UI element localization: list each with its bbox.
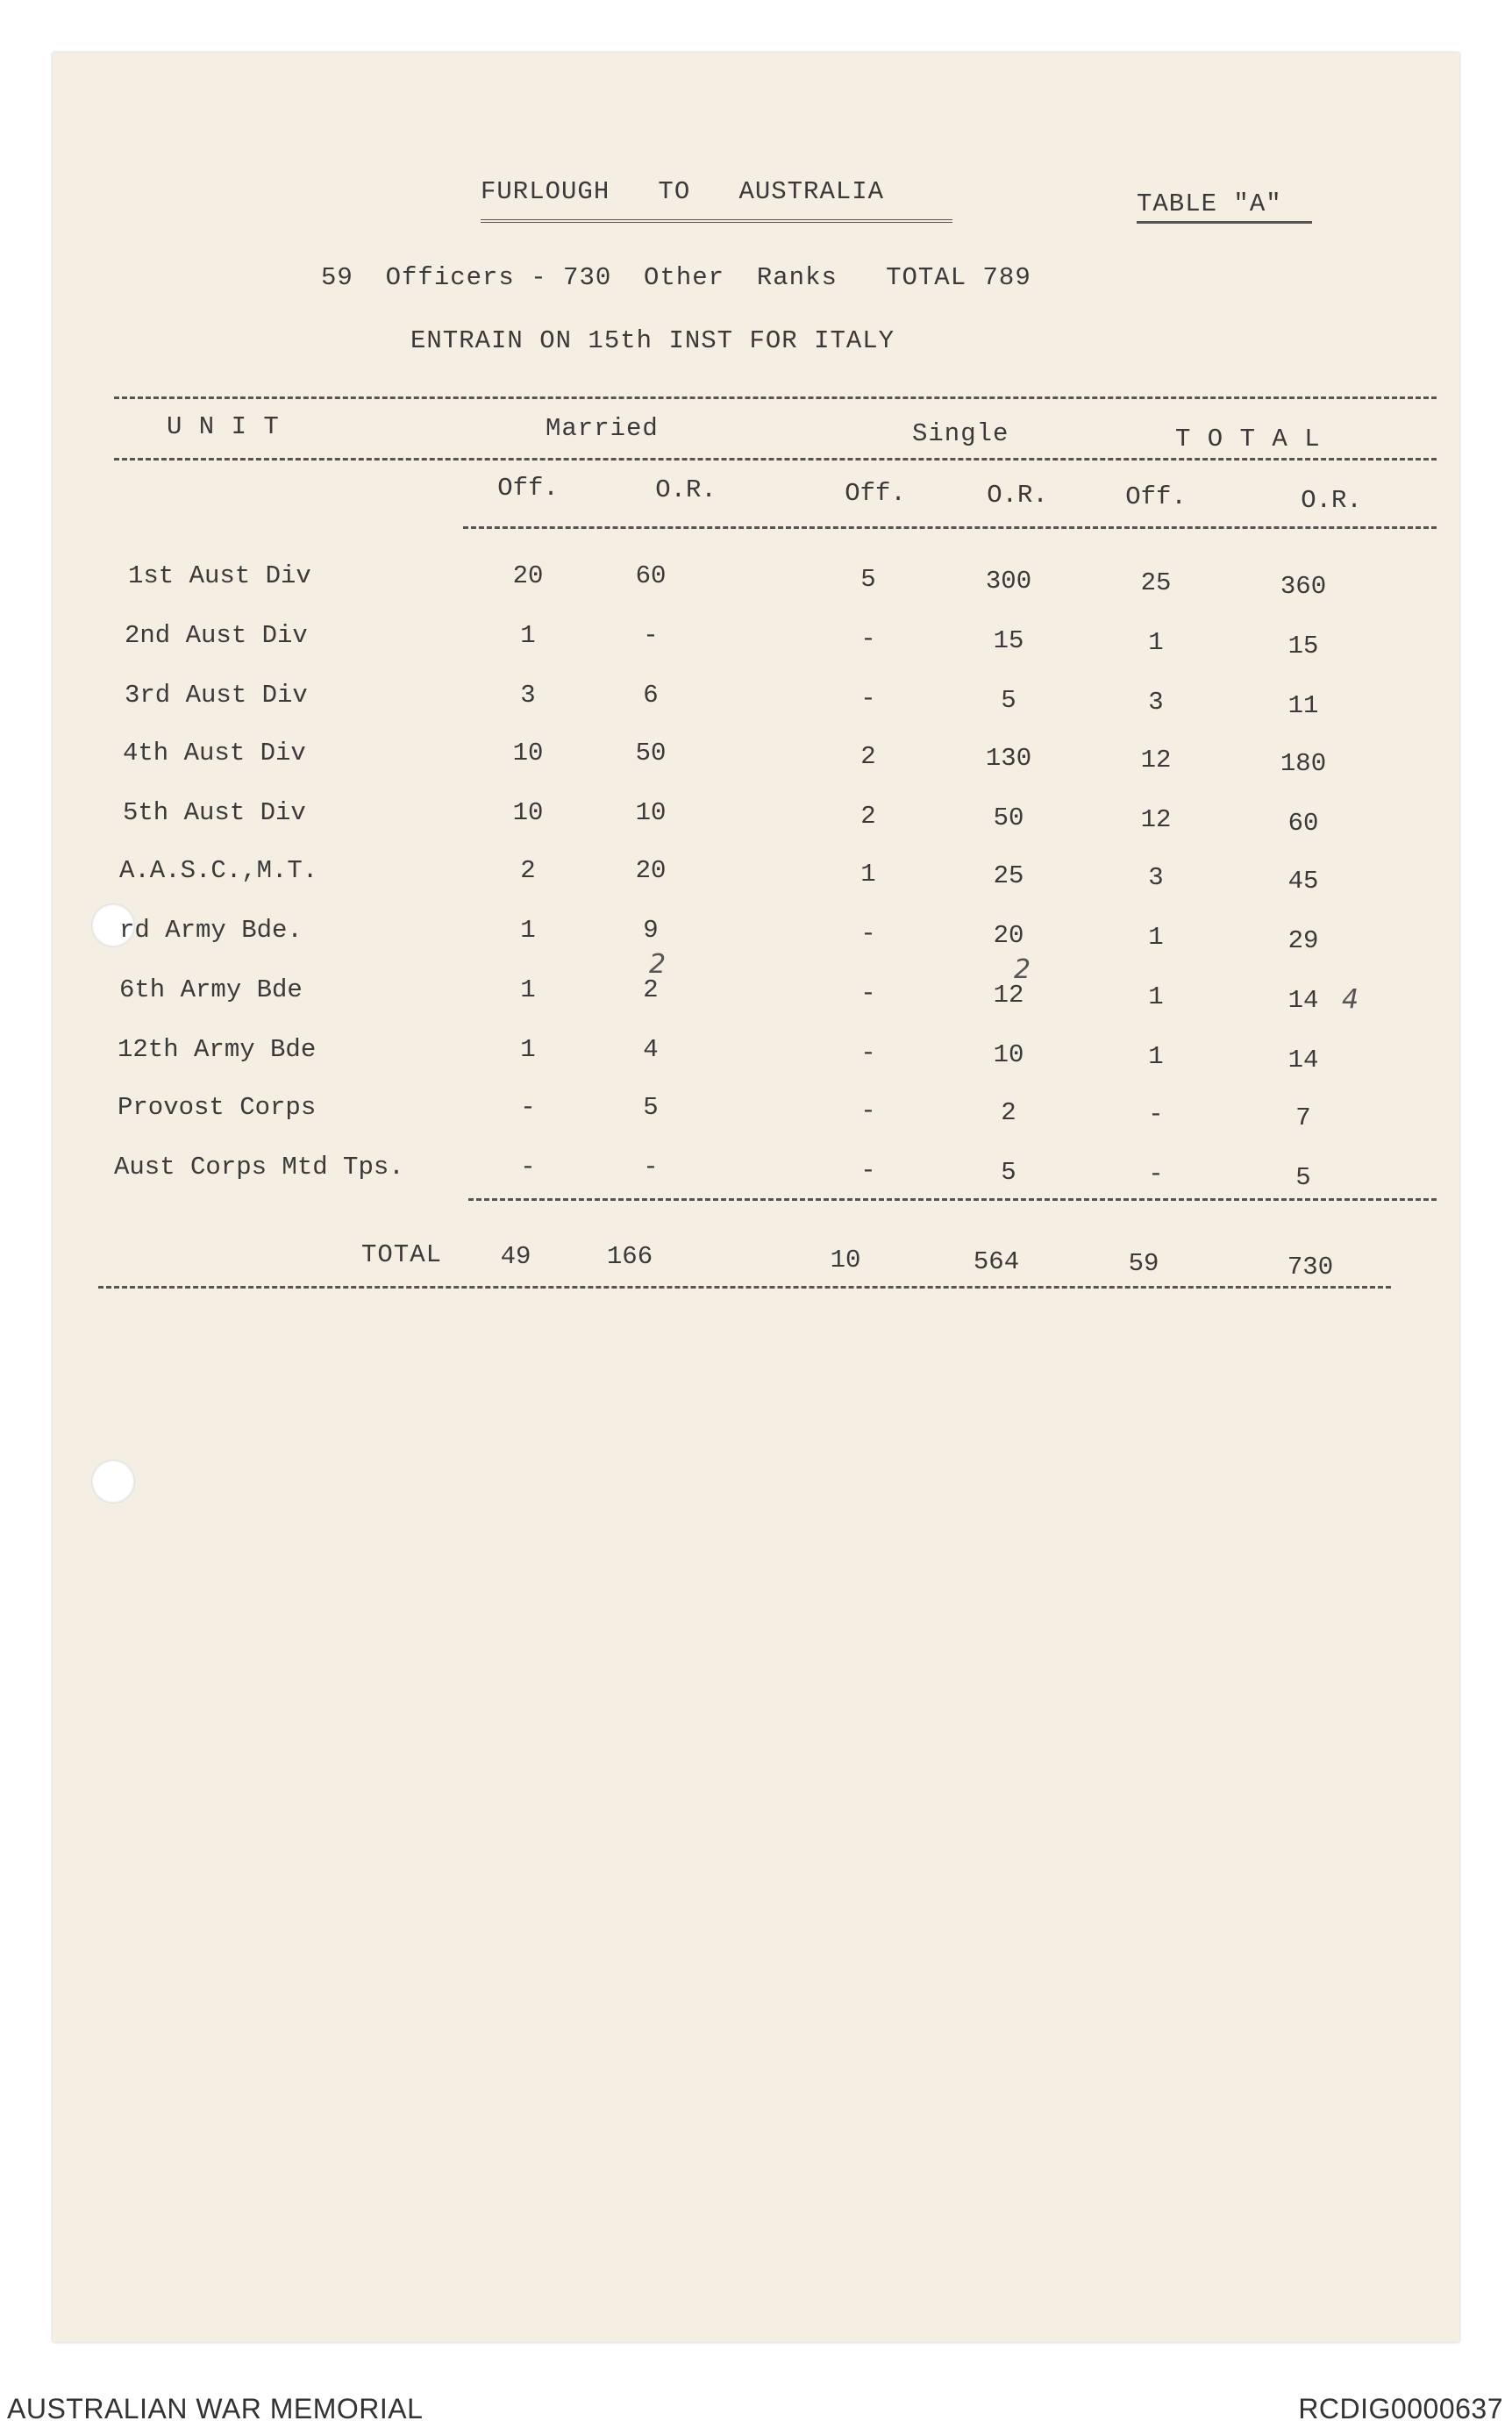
single-off-subheader: Off. (845, 479, 906, 508)
row-cell-m-or: - (643, 1153, 659, 1182)
footer-source: AUSTRALIAN WAR MEMORIAL (7, 2393, 424, 2424)
row-cell-s-or: 130 (985, 744, 1032, 773)
row-cell-t-or: 14 (1287, 1046, 1319, 1075)
title-underline (481, 219, 952, 223)
row-cell-s-off: - (860, 625, 876, 653)
single-header: Single (912, 419, 1009, 448)
row-cell-s-off: - (860, 919, 876, 948)
row-cell-t-or: 360 (1280, 572, 1327, 601)
row-cell-m-or: 6 (643, 681, 659, 710)
row-unit-label: Aust Corps Mtd Tps. (114, 1153, 404, 1182)
unit-header: U N I T (167, 412, 280, 441)
row-cell-s-off: - (860, 684, 876, 713)
row-unit-label: 2nd Aust Div (125, 621, 308, 650)
row-cell-s-off: 2 (860, 802, 876, 831)
row-cell-t-or: 14 (1287, 986, 1319, 1015)
row-cell-t-or: 60 (1287, 809, 1319, 838)
row-cell-t-or: 29 (1287, 926, 1319, 955)
row-cell-t-off: 1 (1148, 982, 1164, 1011)
table-top-rule (114, 396, 1437, 399)
table-label: TABLE "A" (1137, 189, 1282, 218)
row-cell-m-off: 3 (520, 681, 536, 710)
total-total-off: 59 (1128, 1249, 1159, 1278)
row-cell-t-or: 5 (1295, 1163, 1311, 1192)
row-cell-t-or: 45 (1287, 867, 1319, 896)
row-cell-m-off: 2 (520, 856, 536, 885)
row-cell-s-off: - (860, 1039, 876, 1068)
single-or-subheader: O.R. (987, 481, 1048, 510)
annotation-total-or: 4 (1342, 984, 1359, 1015)
row-cell-m-off: 1 (520, 1035, 536, 1064)
row-unit-label: 5th Aust Div (123, 798, 306, 827)
row-cell-s-or: 50 (993, 803, 1024, 832)
row-cell-t-off: - (1148, 1100, 1164, 1129)
row-cell-m-or: 5 (643, 1093, 659, 1122)
row-cell-s-or: 20 (993, 921, 1024, 950)
row-unit-label: A.A.S.C.,M.T. (119, 856, 318, 885)
row-cell-m-or: 10 (635, 798, 667, 827)
row-cell-t-off: 3 (1148, 688, 1164, 717)
row-cell-s-off: 2 (860, 742, 876, 771)
row-cell-s-off: - (860, 979, 876, 1008)
row-cell-s-off: - (860, 1096, 876, 1125)
married-header: Married (546, 414, 659, 443)
row-cell-m-off: - (520, 1093, 536, 1122)
totals-bottom-rule (98, 1286, 1391, 1289)
row-cell-m-off: 10 (512, 739, 544, 768)
total-off-subheader: Off. (1125, 482, 1187, 511)
row-cell-s-or: 25 (993, 861, 1024, 890)
row-cell-m-or: 60 (635, 561, 667, 590)
total-total-or: 730 (1287, 1253, 1334, 1282)
total-or-subheader: O.R. (1301, 486, 1362, 515)
married-off-subheader: Off. (497, 474, 559, 503)
row-cell-s-or: 15 (993, 626, 1024, 655)
total-married-off: 49 (500, 1242, 531, 1271)
row-cell-s-or: 12 (993, 981, 1024, 1010)
summary-line: 59 Officers - 730 Other Ranks TOTAL 789 (321, 263, 1031, 292)
total-single-or: 564 (973, 1247, 1020, 1276)
row-cell-m-or: 20 (635, 856, 667, 885)
row-cell-m-or: - (643, 621, 659, 650)
row-unit-label: rd Army Bde. (119, 916, 303, 945)
row-cell-m-off: 1 (520, 916, 536, 945)
total-header: T O T A L (1175, 425, 1321, 453)
total-single-off: 10 (830, 1246, 861, 1275)
row-cell-s-or: 5 (1001, 1158, 1016, 1187)
row-cell-t-off: - (1148, 1160, 1164, 1189)
footer-id: RCDIG0000637 (1298, 2393, 1503, 2424)
row-cell-m-off: - (520, 1153, 536, 1182)
totals-top-rule (468, 1198, 1437, 1201)
total-married-or: 166 (606, 1242, 653, 1271)
row-cell-m-off: 1 (520, 975, 536, 1004)
row-unit-label: 6th Army Bde (119, 975, 303, 1004)
row-cell-m-or: 50 (635, 739, 667, 768)
row-cell-t-off: 1 (1148, 628, 1164, 657)
row-cell-t-off: 3 (1148, 863, 1164, 892)
row-cell-s-or: 5 (1001, 686, 1016, 715)
annotation-married-or: 2 (649, 949, 667, 980)
subtitle: ENTRAIN ON 15th INST FOR ITALY (410, 326, 895, 355)
punch-hole-bottom (91, 1460, 135, 1503)
totals-label: TOTAL (361, 1240, 443, 1269)
row-cell-m-off: 10 (512, 798, 544, 827)
row-cell-m-or: 2 (643, 975, 659, 1004)
document-title: FURLOUGH TO AUSTRALIA (481, 177, 885, 206)
row-cell-t-off: 12 (1140, 805, 1172, 834)
row-cell-t-off: 1 (1148, 923, 1164, 952)
row-cell-s-or: 300 (985, 567, 1032, 596)
annotation-single-or: 2 (1014, 954, 1031, 985)
table-label-underline (1137, 221, 1312, 224)
row-unit-label: 1st Aust Div (128, 561, 311, 590)
row-cell-m-or: 9 (643, 916, 659, 945)
row-cell-m-off: 1 (520, 621, 536, 650)
header-mid-rule (114, 458, 1437, 461)
header-bottom-rule (463, 526, 1437, 529)
row-cell-t-or: 7 (1295, 1103, 1311, 1132)
married-or-subheader: O.R. (655, 475, 717, 504)
row-cell-t-off: 25 (1140, 568, 1172, 597)
row-unit-label: 3rd Aust Div (125, 681, 308, 710)
row-cell-s-off: 1 (860, 860, 876, 889)
row-cell-t-off: 12 (1140, 746, 1172, 775)
row-unit-label: 12th Army Bde (118, 1035, 317, 1064)
row-cell-t-off: 1 (1148, 1042, 1164, 1071)
row-cell-s-or: 2 (1001, 1098, 1016, 1127)
row-cell-t-or: 11 (1287, 691, 1319, 720)
row-cell-t-or: 15 (1287, 632, 1319, 661)
row-cell-s-off: 5 (860, 565, 876, 594)
row-cell-t-or: 180 (1280, 749, 1327, 778)
row-cell-s-off: - (860, 1156, 876, 1185)
row-cell-s-or: 10 (993, 1040, 1024, 1069)
row-unit-label: Provost Corps (118, 1093, 317, 1122)
row-cell-m-off: 20 (512, 561, 544, 590)
row-unit-label: 4th Aust Div (123, 739, 306, 768)
row-cell-m-or: 4 (643, 1035, 659, 1064)
